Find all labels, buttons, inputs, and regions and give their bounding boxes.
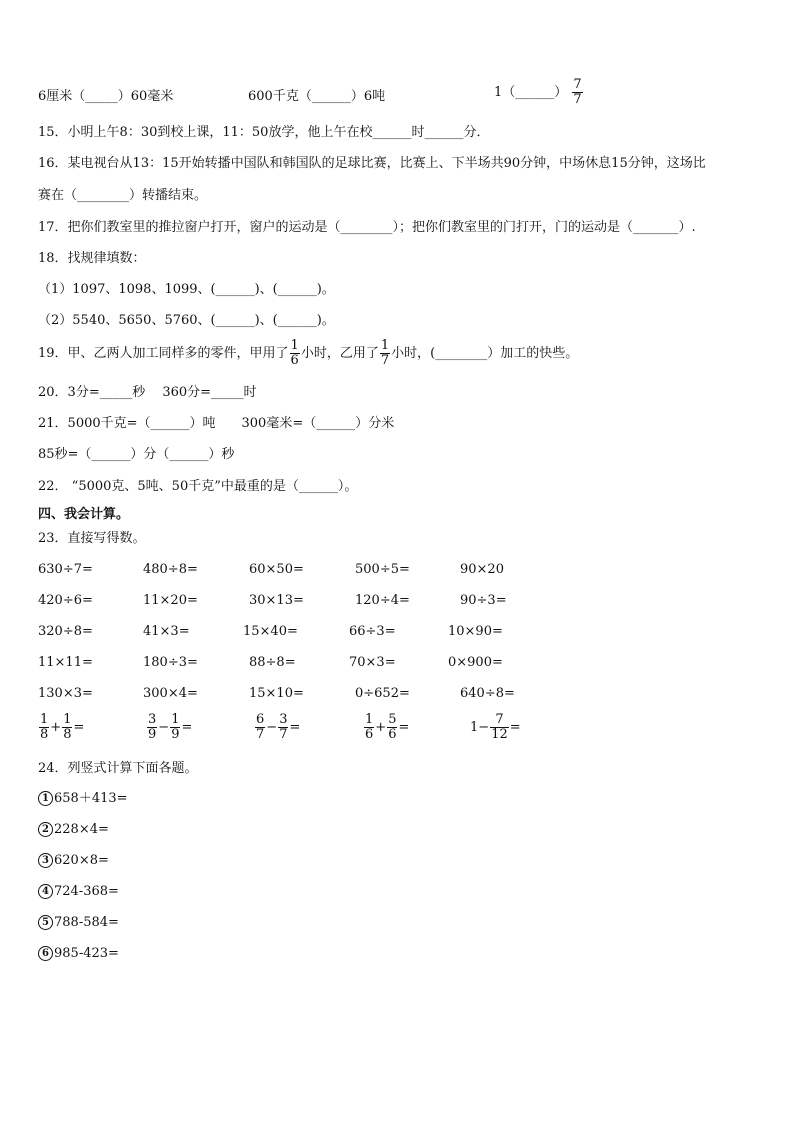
calc-item: 120÷4= xyxy=(355,593,410,608)
fraction-1-6 xyxy=(290,339,300,368)
calc-item: 70×3= xyxy=(349,655,396,670)
question-19 xyxy=(38,339,578,368)
circled-number: 1 xyxy=(38,791,53,806)
vertical-calc-item xyxy=(38,821,109,839)
compare-unit-1: 6厘米（_____）60毫米 xyxy=(38,89,174,104)
calc-item: 640÷8= xyxy=(460,686,515,701)
vertical-calc-item xyxy=(38,883,119,901)
calc-item: 30×13= xyxy=(249,593,304,608)
vertical-calc-expression: 620×8= xyxy=(54,853,109,868)
fraction-denominator: 9 xyxy=(171,727,180,742)
fraction-denominator: 7 xyxy=(279,727,288,742)
vertical-calc-item xyxy=(38,790,128,808)
fraction-numerator: 1 xyxy=(380,338,390,353)
calc-item: 480÷8= xyxy=(143,562,198,577)
equals-sign: = xyxy=(289,720,301,735)
question-16-line-1: 16．某电视台从13：15开始转播中国队和韩国队的足球比赛，比赛上、下半场共90分钟，中场休息15分钟，这场比 xyxy=(38,156,706,171)
fraction-denominator: 8 xyxy=(40,727,49,742)
question-17: 17．把你们教室里的推拉窗户打开，窗户的运动是（________）；把你们教室里的门打开，门的运动是（_______）. xyxy=(38,220,696,235)
fraction-numerator: 1 xyxy=(171,712,180,727)
calc-item: 90÷3= xyxy=(460,593,507,608)
equals-sign: = xyxy=(509,720,521,735)
calc-item: 500÷5= xyxy=(355,562,410,577)
fraction-numerator: 5 xyxy=(388,712,397,727)
fraction-expression xyxy=(470,713,521,742)
question-18-part-1: （1）1097、1098、1099、(______)、(______)。 xyxy=(38,282,335,297)
question-18-part-2: （2）5540、5650、5760、(______)、(______)。 xyxy=(38,313,335,328)
fraction-expression xyxy=(146,713,192,742)
calc-item: 60×50= xyxy=(249,562,304,577)
fraction-denominator: 9 xyxy=(148,727,157,742)
fraction xyxy=(278,713,288,742)
fraction xyxy=(170,713,180,742)
vertical-calc-expression: 724-368= xyxy=(54,884,119,899)
circled-number: 2 xyxy=(38,822,53,837)
compare-unit-2: 600千克（______）6吨 xyxy=(248,89,386,104)
section-heading: 四、我会计算。 xyxy=(38,507,130,522)
question-15: 15．小明上午8：30到校上课，11：50放学，他上午在校______时______分． xyxy=(38,125,490,140)
compare-fraction-prefix: 1（______） xyxy=(494,85,568,100)
calc-item: 11×20= xyxy=(143,593,198,608)
fraction-denominator: 7 xyxy=(256,727,265,742)
calc-item: 66÷3= xyxy=(349,624,396,639)
fraction xyxy=(387,713,397,742)
fraction-numerator: 3 xyxy=(148,712,157,727)
calc-item: 10×90= xyxy=(448,624,503,639)
vertical-calc-expression: 985-423= xyxy=(54,946,119,961)
calc-item: 0×900= xyxy=(448,655,503,670)
fraction-denominator: 6 xyxy=(290,353,299,368)
fraction-7-7 xyxy=(572,78,582,107)
whole-number: 1 xyxy=(470,720,479,735)
calc-item: 15×40= xyxy=(243,624,298,639)
fraction-1-7 xyxy=(380,339,390,368)
circled-number: 5 xyxy=(38,915,53,930)
fraction xyxy=(62,713,72,742)
fraction-denominator: 12 xyxy=(491,727,508,742)
calc-item: 320÷8= xyxy=(38,624,93,639)
equals-sign: = xyxy=(181,720,193,735)
vertical-calc-item xyxy=(38,945,119,963)
calc-item: 41×3= xyxy=(143,624,190,639)
question-19-text-3: 小时，(________）加工的快些。 xyxy=(391,346,579,361)
circled-number: 4 xyxy=(38,884,53,899)
fraction-numerator: 1 xyxy=(63,712,72,727)
operator: − xyxy=(266,720,278,735)
calc-item: 0÷652= xyxy=(355,686,410,701)
calc-item: 420÷6= xyxy=(38,593,93,608)
fraction xyxy=(147,713,157,742)
fraction xyxy=(490,713,509,742)
operator: − xyxy=(478,720,490,735)
question-19-text-1: 19．甲、乙两人加工同样多的零件，甲用了 xyxy=(38,346,289,361)
question-20: 20．3分=_____秒 360分=_____时 xyxy=(38,385,257,400)
vertical-calc-item xyxy=(38,852,109,870)
question-21-line-2: 85秒=（______）分（______）秒 xyxy=(38,447,235,462)
circled-number: 3 xyxy=(38,853,53,868)
question-21-line-1: 21．5000千克=（______）吨 300毫米=（______）分米 xyxy=(38,416,395,431)
fraction xyxy=(255,713,265,742)
vertical-calc-expression: 658＋413= xyxy=(54,791,128,806)
fraction-expression xyxy=(363,713,409,742)
fraction-numerator: 1 xyxy=(290,338,299,353)
fraction-denominator: 6 xyxy=(365,727,374,742)
compare-fraction xyxy=(494,78,584,107)
operator: + xyxy=(50,720,62,735)
fraction-numerator: 6 xyxy=(256,712,265,727)
question-24: 24．列竖式计算下面各题。 xyxy=(38,761,198,776)
fraction-numerator: 1 xyxy=(365,712,374,727)
fraction-expression xyxy=(38,713,84,742)
question-23: 23．直接写得数。 xyxy=(38,531,146,546)
fraction-denominator: 7 xyxy=(380,353,390,368)
fraction-numerator: 7 xyxy=(573,77,582,92)
operator: + xyxy=(375,720,387,735)
fraction-expression xyxy=(254,713,300,742)
fraction xyxy=(39,713,49,742)
fraction-denominator: 7 xyxy=(573,92,582,107)
vertical-calc-expression: 788-584= xyxy=(54,915,119,930)
calc-item: 300×4= xyxy=(143,686,198,701)
question-22: 22． “5000克、5吨、50千克”中最重的是（______）。 xyxy=(38,479,358,494)
fraction-numerator: 1 xyxy=(40,712,49,727)
calc-item: 88÷8= xyxy=(249,655,296,670)
equals-sign: = xyxy=(398,720,410,735)
fraction-denominator: 6 xyxy=(388,727,397,742)
question-19-text-2: 小时，乙用了 xyxy=(300,346,379,361)
fraction-numerator: 3 xyxy=(279,712,288,727)
fraction-numerator: 7 xyxy=(490,713,509,728)
calc-item: 630÷7= xyxy=(38,562,93,577)
vertical-calc-item xyxy=(38,914,119,932)
question-18: 18．找规律填数： xyxy=(38,251,146,266)
calc-item: 180÷3= xyxy=(143,655,198,670)
fraction-denominator: 8 xyxy=(63,727,72,742)
calc-item: 11×11= xyxy=(38,655,93,670)
calc-item: 15×10= xyxy=(249,686,304,701)
equals-sign: = xyxy=(73,720,85,735)
calc-item: 90×20 xyxy=(460,562,504,577)
vertical-calc-expression: 228×4= xyxy=(54,822,109,837)
circled-number: 6 xyxy=(38,946,53,961)
question-16-line-2: 赛在（________）转播结束。 xyxy=(38,188,208,203)
operator: − xyxy=(158,720,170,735)
fraction xyxy=(364,713,374,742)
calc-item: 130×3= xyxy=(38,686,93,701)
